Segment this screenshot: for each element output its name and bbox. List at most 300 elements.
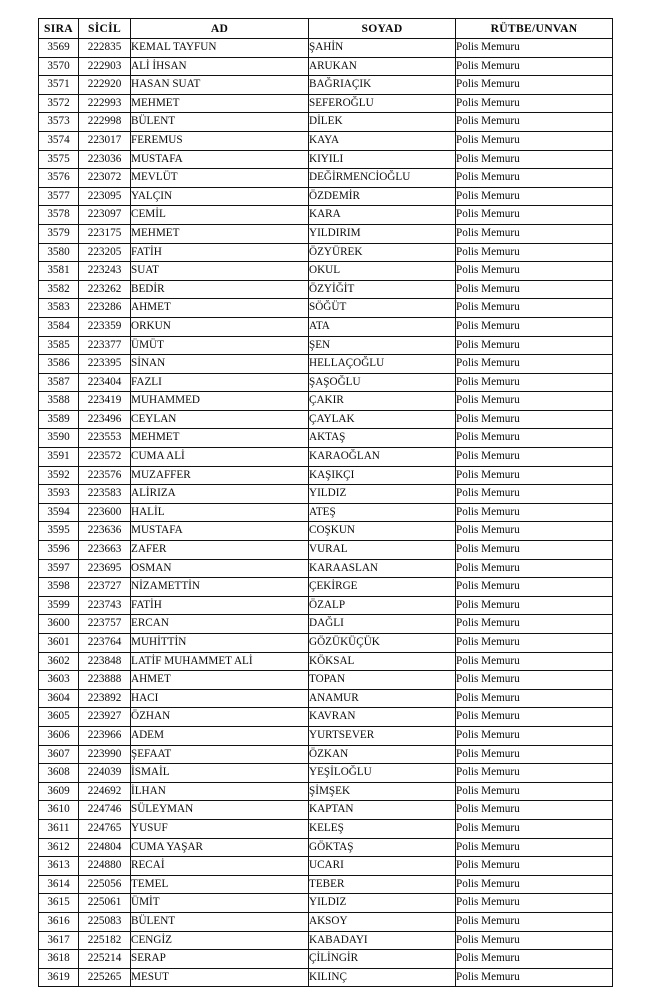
cell-rutbe: Polis Memuru [456, 634, 613, 653]
cell-ad: AHMET [131, 299, 309, 318]
cell-sira: 3615 [39, 894, 79, 913]
cell-sira: 3585 [39, 336, 79, 355]
cell-sicil: 223205 [79, 243, 131, 262]
table-row [39, 634, 613, 653]
cell-sira: 3586 [39, 355, 79, 374]
cell-ad: ÖZHAN [131, 708, 309, 727]
cell-sicil: 225083 [79, 912, 131, 931]
cell-soyad: KABADAYI [309, 931, 456, 950]
cell-soyad: YEŞİLOĞLU [309, 764, 456, 783]
cell-soyad: KILINÇ [309, 968, 456, 987]
cell-sicil: 222993 [79, 94, 131, 113]
cell-ad: BÜLENT [131, 113, 309, 132]
cell-soyad: ŞEN [309, 336, 456, 355]
cell-rutbe: Polis Memuru [456, 541, 613, 560]
table-row [39, 875, 613, 894]
table-row [39, 429, 613, 448]
cell-soyad: UCARI [309, 857, 456, 876]
cell-sicil: 225265 [79, 968, 131, 987]
cell-rutbe: Polis Memuru [456, 206, 613, 225]
cell-rutbe: Polis Memuru [456, 857, 613, 876]
cell-sira: 3583 [39, 299, 79, 318]
cell-rutbe: Polis Memuru [456, 652, 613, 671]
table-row [39, 262, 613, 281]
cell-sicil: 223286 [79, 299, 131, 318]
cell-sira: 3589 [39, 410, 79, 429]
cell-sira: 3596 [39, 541, 79, 560]
cell-ad: SERAP [131, 950, 309, 969]
cell-sira: 3616 [39, 912, 79, 931]
cell-ad: SUAT [131, 262, 309, 281]
cell-sira: 3569 [39, 39, 79, 58]
table-row [39, 857, 613, 876]
cell-rutbe: Polis Memuru [456, 410, 613, 429]
cell-rutbe: Polis Memuru [456, 113, 613, 132]
table-body [39, 39, 613, 987]
table-row [39, 466, 613, 485]
cell-rutbe: Polis Memuru [456, 373, 613, 392]
table-row [39, 819, 613, 838]
cell-sira: 3582 [39, 280, 79, 299]
cell-rutbe: Polis Memuru [456, 280, 613, 299]
cell-soyad: ATEŞ [309, 503, 456, 522]
column-header-ad: AD [131, 19, 309, 39]
cell-ad: HASAN SUAT [131, 76, 309, 95]
cell-soyad: SEFEROĞLU [309, 94, 456, 113]
column-header-rutbe: RÜTBE/UNVAN [456, 19, 613, 39]
cell-ad: MUSTAFA [131, 150, 309, 169]
cell-sicil: 223404 [79, 373, 131, 392]
cell-soyad: ÇİLİNGİR [309, 950, 456, 969]
cell-sira: 3587 [39, 373, 79, 392]
cell-soyad: ÇAKIR [309, 392, 456, 411]
cell-soyad: DEĞİRMENCİOĞLU [309, 169, 456, 188]
cell-rutbe: Polis Memuru [456, 522, 613, 541]
cell-sira: 3619 [39, 968, 79, 987]
cell-soyad: BAĞRIAÇIK [309, 76, 456, 95]
cell-rutbe: Polis Memuru [456, 448, 613, 467]
cell-sicil: 223892 [79, 689, 131, 708]
cell-sicil: 223888 [79, 671, 131, 690]
cell-soyad: VURAL [309, 541, 456, 560]
cell-ad: NİZAMETTİN [131, 578, 309, 597]
cell-sicil: 223175 [79, 224, 131, 243]
cell-rutbe: Polis Memuru [456, 336, 613, 355]
table-header [39, 19, 613, 39]
cell-sicil: 223636 [79, 522, 131, 541]
cell-rutbe: Polis Memuru [456, 745, 613, 764]
table-row [39, 503, 613, 522]
cell-soyad: KELEŞ [309, 819, 456, 838]
cell-ad: LATİF MUHAMMET ALİ [131, 652, 309, 671]
cell-soyad: KAŞIKÇI [309, 466, 456, 485]
cell-ad: İSMAİL [131, 764, 309, 783]
table-row [39, 596, 613, 615]
cell-ad: ÜMÜT [131, 336, 309, 355]
table-row [39, 968, 613, 987]
cell-soyad: ÖZDEMİR [309, 187, 456, 206]
cell-sira: 3597 [39, 559, 79, 578]
cell-rutbe: Polis Memuru [456, 466, 613, 485]
cell-sicil: 223764 [79, 634, 131, 653]
cell-sira: 3606 [39, 726, 79, 745]
cell-sira: 3603 [39, 671, 79, 690]
cell-soyad: GÖZÜKÜÇÜK [309, 634, 456, 653]
cell-rutbe: Polis Memuru [456, 912, 613, 931]
cell-ad: MESUT [131, 968, 309, 987]
cell-soyad: ŞAŞOĞLU [309, 373, 456, 392]
table-row [39, 764, 613, 783]
cell-ad: HACI [131, 689, 309, 708]
cell-sira: 3608 [39, 764, 79, 783]
cell-ad: MUHAMMED [131, 392, 309, 411]
cell-sira: 3610 [39, 801, 79, 820]
cell-ad: RECAİ [131, 857, 309, 876]
cell-ad: OSMAN [131, 559, 309, 578]
table-row [39, 169, 613, 188]
table-row [39, 522, 613, 541]
cell-sicil: 223377 [79, 336, 131, 355]
cell-rutbe: Polis Memuru [456, 596, 613, 615]
cell-soyad: YILDIZ [309, 485, 456, 504]
cell-ad: ALİ İHSAN [131, 57, 309, 76]
cell-soyad: YURTSEVER [309, 726, 456, 745]
cell-ad: İLHAN [131, 782, 309, 801]
table-row [39, 280, 613, 299]
cell-rutbe: Polis Memuru [456, 299, 613, 318]
table-row [39, 392, 613, 411]
cell-rutbe: Polis Memuru [456, 875, 613, 894]
cell-ad: CENGİZ [131, 931, 309, 950]
cell-rutbe: Polis Memuru [456, 764, 613, 783]
cell-sira: 3611 [39, 819, 79, 838]
cell-ad: KEMAL TAYFUN [131, 39, 309, 58]
cell-ad: ALİRIZA [131, 485, 309, 504]
roster-table-container [38, 18, 612, 987]
cell-ad: FATİH [131, 596, 309, 615]
cell-sira: 3574 [39, 131, 79, 150]
cell-rutbe: Polis Memuru [456, 76, 613, 95]
cell-rutbe: Polis Memuru [456, 150, 613, 169]
table-row [39, 578, 613, 597]
cell-soyad: KAYA [309, 131, 456, 150]
cell-rutbe: Polis Memuru [456, 317, 613, 336]
table-row [39, 912, 613, 931]
cell-soyad: KAPTAN [309, 801, 456, 820]
table-row [39, 726, 613, 745]
cell-rutbe: Polis Memuru [456, 392, 613, 411]
cell-sicil: 222920 [79, 76, 131, 95]
cell-sira: 3595 [39, 522, 79, 541]
table-row [39, 838, 613, 857]
cell-rutbe: Polis Memuru [456, 485, 613, 504]
cell-sicil: 223600 [79, 503, 131, 522]
cell-sicil: 223966 [79, 726, 131, 745]
cell-sicil: 223419 [79, 392, 131, 411]
cell-sicil: 224765 [79, 819, 131, 838]
cell-sicil: 223095 [79, 187, 131, 206]
cell-sicil: 223576 [79, 466, 131, 485]
cell-sicil: 224746 [79, 801, 131, 820]
table-row [39, 485, 613, 504]
cell-rutbe: Polis Memuru [456, 819, 613, 838]
cell-soyad: SÖĞÜT [309, 299, 456, 318]
cell-rutbe: Polis Memuru [456, 615, 613, 634]
cell-sicil: 223757 [79, 615, 131, 634]
cell-ad: CEYLAN [131, 410, 309, 429]
table-row [39, 745, 613, 764]
cell-soyad: ÖZYÜREK [309, 243, 456, 262]
cell-rutbe: Polis Memuru [456, 187, 613, 206]
cell-soyad: GÖKTAŞ [309, 838, 456, 857]
cell-sira: 3570 [39, 57, 79, 76]
table-row [39, 931, 613, 950]
table-row [39, 782, 613, 801]
column-header-sira: SIRA [39, 19, 79, 39]
cell-sicil: 223553 [79, 429, 131, 448]
table-row [39, 448, 613, 467]
table-row [39, 299, 613, 318]
cell-rutbe: Polis Memuru [456, 726, 613, 745]
table-row [39, 94, 613, 113]
cell-ad: MUHİTTİN [131, 634, 309, 653]
table-row [39, 355, 613, 374]
cell-sira: 3599 [39, 596, 79, 615]
cell-soyad: ÖZKAN [309, 745, 456, 764]
cell-sira: 3614 [39, 875, 79, 894]
cell-ad: FATİH [131, 243, 309, 262]
cell-rutbe: Polis Memuru [456, 503, 613, 522]
cell-rutbe: Polis Memuru [456, 950, 613, 969]
cell-ad: FEREMUS [131, 131, 309, 150]
cell-soyad: KARAOĞLAN [309, 448, 456, 467]
table-row [39, 187, 613, 206]
cell-ad: ADEM [131, 726, 309, 745]
cell-rutbe: Polis Memuru [456, 782, 613, 801]
cell-rutbe: Polis Memuru [456, 838, 613, 857]
cell-ad: SÜLEYMAN [131, 801, 309, 820]
cell-rutbe: Polis Memuru [456, 894, 613, 913]
cell-rutbe: Polis Memuru [456, 94, 613, 113]
cell-sira: 3618 [39, 950, 79, 969]
cell-rutbe: Polis Memuru [456, 689, 613, 708]
table-row [39, 76, 613, 95]
cell-sicil: 223262 [79, 280, 131, 299]
table-row [39, 894, 613, 913]
cell-soyad: OKUL [309, 262, 456, 281]
cell-sicil: 223496 [79, 410, 131, 429]
cell-ad: AHMET [131, 671, 309, 690]
cell-sira: 3600 [39, 615, 79, 634]
cell-soyad: KÖKSAL [309, 652, 456, 671]
cell-soyad: AKSOY [309, 912, 456, 931]
cell-rutbe: Polis Memuru [456, 801, 613, 820]
cell-ad: MEHMET [131, 224, 309, 243]
cell-sira: 3592 [39, 466, 79, 485]
cell-rutbe: Polis Memuru [456, 224, 613, 243]
cell-sira: 3577 [39, 187, 79, 206]
cell-ad: FAZLI [131, 373, 309, 392]
cell-soyad: YILDIZ [309, 894, 456, 913]
cell-ad: YUSUF [131, 819, 309, 838]
cell-sicil: 224039 [79, 764, 131, 783]
table-header-row [39, 19, 613, 39]
cell-rutbe: Polis Memuru [456, 39, 613, 58]
cell-ad: MUSTAFA [131, 522, 309, 541]
cell-ad: BEDİR [131, 280, 309, 299]
cell-sira: 3588 [39, 392, 79, 411]
cell-sicil: 224880 [79, 857, 131, 876]
table-row [39, 206, 613, 225]
cell-sira: 3613 [39, 857, 79, 876]
cell-sira: 3593 [39, 485, 79, 504]
cell-sira: 3609 [39, 782, 79, 801]
cell-rutbe: Polis Memuru [456, 243, 613, 262]
cell-sicil: 223927 [79, 708, 131, 727]
table-row [39, 689, 613, 708]
cell-soyad: AKTAŞ [309, 429, 456, 448]
cell-soyad: YILDIRIM [309, 224, 456, 243]
cell-rutbe: Polis Memuru [456, 355, 613, 374]
cell-soyad: ŞİMŞEK [309, 782, 456, 801]
cell-ad: HALİL [131, 503, 309, 522]
cell-rutbe: Polis Memuru [456, 429, 613, 448]
cell-sicil: 223243 [79, 262, 131, 281]
cell-sira: 3576 [39, 169, 79, 188]
cell-sicil: 223395 [79, 355, 131, 374]
table-row [39, 559, 613, 578]
table-row [39, 224, 613, 243]
cell-ad: CUMA YAŞAR [131, 838, 309, 857]
table-row [39, 39, 613, 58]
personnel-roster-table [38, 18, 613, 987]
cell-ad: ÜMİT [131, 894, 309, 913]
cell-sira: 3617 [39, 931, 79, 950]
cell-sicil: 223583 [79, 485, 131, 504]
cell-sicil: 223743 [79, 596, 131, 615]
cell-sicil: 222903 [79, 57, 131, 76]
cell-sicil: 223663 [79, 541, 131, 560]
cell-sicil: 222835 [79, 39, 131, 58]
cell-soyad: KARAASLAN [309, 559, 456, 578]
cell-soyad: ÇEKİRGE [309, 578, 456, 597]
table-row [39, 671, 613, 690]
cell-rutbe: Polis Memuru [456, 559, 613, 578]
cell-soyad: ATA [309, 317, 456, 336]
cell-sicil: 224692 [79, 782, 131, 801]
cell-sicil: 223036 [79, 150, 131, 169]
cell-sicil: 223727 [79, 578, 131, 597]
table-row [39, 615, 613, 634]
cell-sira: 3607 [39, 745, 79, 764]
cell-sira: 3598 [39, 578, 79, 597]
cell-ad: MEHMET [131, 429, 309, 448]
table-row [39, 243, 613, 262]
cell-sira: 3581 [39, 262, 79, 281]
cell-ad: MEVLÜT [131, 169, 309, 188]
cell-sicil: 223072 [79, 169, 131, 188]
cell-sicil: 225061 [79, 894, 131, 913]
cell-rutbe: Polis Memuru [456, 708, 613, 727]
cell-sicil: 222998 [79, 113, 131, 132]
cell-sira: 3612 [39, 838, 79, 857]
cell-rutbe: Polis Memuru [456, 578, 613, 597]
cell-sira: 3601 [39, 634, 79, 653]
cell-soyad: KIYILI [309, 150, 456, 169]
cell-sira: 3571 [39, 76, 79, 95]
cell-sira: 3579 [39, 224, 79, 243]
table-row [39, 336, 613, 355]
cell-sicil: 223097 [79, 206, 131, 225]
cell-sicil: 223695 [79, 559, 131, 578]
cell-sira: 3591 [39, 448, 79, 467]
cell-ad: ORKUN [131, 317, 309, 336]
table-row [39, 652, 613, 671]
cell-ad: SİNAN [131, 355, 309, 374]
cell-sicil: 223572 [79, 448, 131, 467]
cell-sicil: 225182 [79, 931, 131, 950]
cell-sira: 3580 [39, 243, 79, 262]
cell-sicil: 223017 [79, 131, 131, 150]
cell-sira: 3573 [39, 113, 79, 132]
cell-sicil: 225056 [79, 875, 131, 894]
table-row [39, 317, 613, 336]
cell-sira: 3594 [39, 503, 79, 522]
cell-soyad: ANAMUR [309, 689, 456, 708]
cell-sicil: 225214 [79, 950, 131, 969]
table-row [39, 708, 613, 727]
cell-sira: 3605 [39, 708, 79, 727]
cell-sira: 3604 [39, 689, 79, 708]
cell-soyad: ÖZYİĞİT [309, 280, 456, 299]
cell-soyad: KARA [309, 206, 456, 225]
cell-ad: MEHMET [131, 94, 309, 113]
table-row [39, 57, 613, 76]
table-row [39, 410, 613, 429]
table-row [39, 113, 613, 132]
cell-soyad: DİLEK [309, 113, 456, 132]
cell-sicil: 223990 [79, 745, 131, 764]
cell-ad: MUZAFFER [131, 466, 309, 485]
cell-soyad: COŞKUN [309, 522, 456, 541]
cell-rutbe: Polis Memuru [456, 131, 613, 150]
cell-soyad: ÇAYLAK [309, 410, 456, 429]
cell-soyad: ÖZALP [309, 596, 456, 615]
cell-ad: CEMİL [131, 206, 309, 225]
cell-rutbe: Polis Memuru [456, 931, 613, 950]
cell-sicil: 223848 [79, 652, 131, 671]
cell-sira: 3602 [39, 652, 79, 671]
cell-ad: ERCAN [131, 615, 309, 634]
cell-soyad: DAĞLI [309, 615, 456, 634]
cell-ad: TEMEL [131, 875, 309, 894]
cell-soyad: TEBER [309, 875, 456, 894]
cell-soyad: TOPAN [309, 671, 456, 690]
table-row [39, 131, 613, 150]
cell-ad: CUMA ALİ [131, 448, 309, 467]
cell-sira: 3578 [39, 206, 79, 225]
cell-rutbe: Polis Memuru [456, 671, 613, 690]
table-row [39, 150, 613, 169]
cell-rutbe: Polis Memuru [456, 968, 613, 987]
cell-rutbe: Polis Memuru [456, 169, 613, 188]
cell-sicil: 224804 [79, 838, 131, 857]
cell-soyad: ARUKAN [309, 57, 456, 76]
cell-ad: YALÇIN [131, 187, 309, 206]
column-header-sicil: SİCİL [79, 19, 131, 39]
cell-sicil: 223359 [79, 317, 131, 336]
cell-ad: ŞEFAAT [131, 745, 309, 764]
